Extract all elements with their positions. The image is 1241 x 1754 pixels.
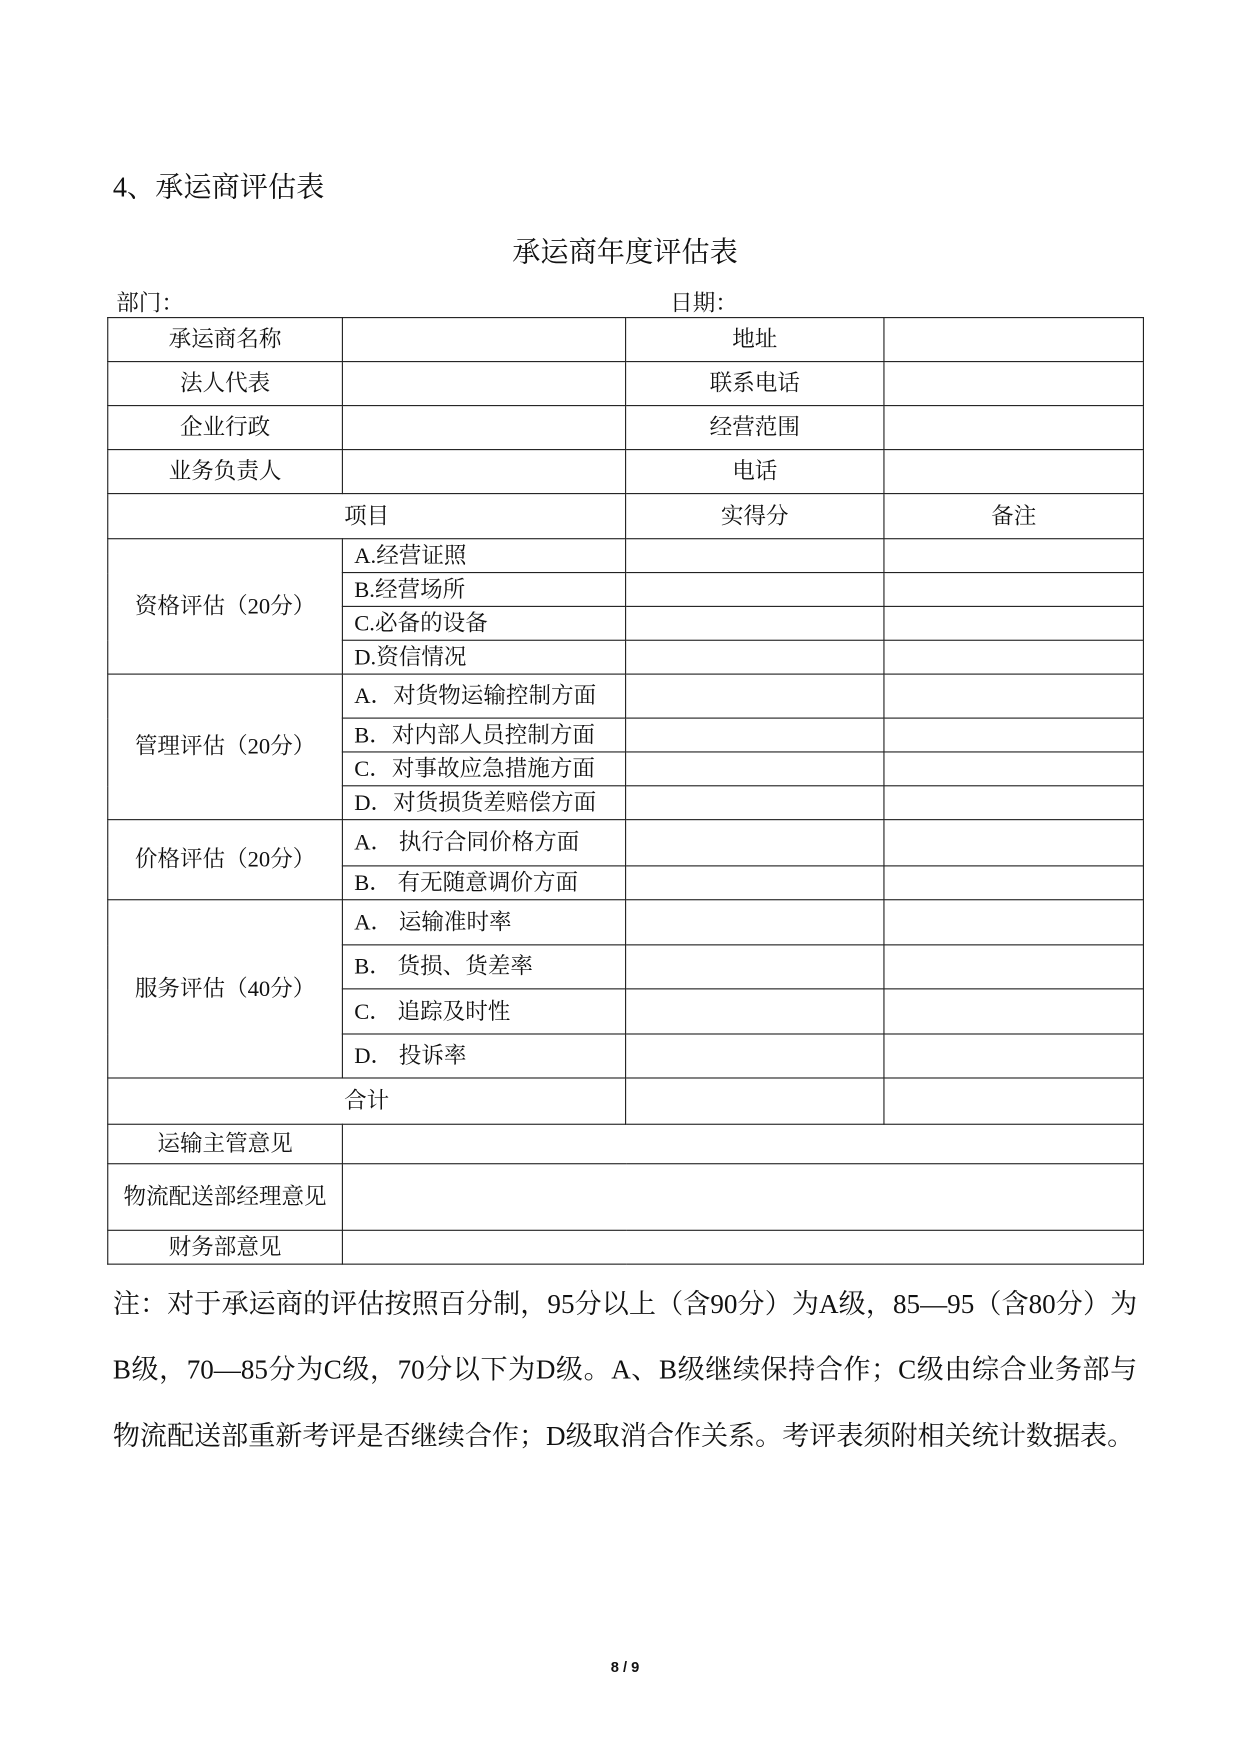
score-cell[interactable]: [626, 539, 884, 573]
category-label: 资格评估（20分）: [108, 539, 343, 674]
opinion-label: 运输主管意见: [108, 1124, 343, 1163]
item-label: B.经营场所: [342, 573, 625, 607]
total-row: [108, 1078, 1144, 1124]
opinion-cell[interactable]: [342, 1230, 1143, 1264]
total-score-cell[interactable]: [626, 1078, 884, 1124]
category-label: 价格评估（20分）: [108, 820, 343, 900]
remark-cell[interactable]: [884, 674, 1143, 718]
info-label: 法人代表: [108, 362, 343, 406]
remark-cell[interactable]: [884, 718, 1143, 752]
info-label: 地址: [626, 318, 884, 362]
info-value-cell[interactable]: [342, 450, 625, 494]
remark-cell[interactable]: [884, 573, 1143, 607]
remark-cell[interactable]: [884, 640, 1143, 674]
opinion-row: [108, 1164, 1144, 1231]
page-number: 8 / 9: [610, 1658, 640, 1676]
table-row: [108, 820, 1144, 866]
info-value-cell[interactable]: [342, 318, 625, 362]
score-cell[interactable]: [626, 573, 884, 607]
table-row: [108, 900, 1144, 945]
remark-cell[interactable]: [884, 945, 1143, 989]
total-label: 合计: [108, 1078, 626, 1124]
date-label: 日期：: [670, 291, 738, 316]
item-label: A． 运输准时率: [342, 900, 625, 945]
info-label: 承运商名称: [108, 318, 343, 362]
score-cell[interactable]: [626, 1034, 884, 1078]
item-label: A.经营证照: [342, 539, 625, 573]
section-heading: 4、承运商评估表: [112, 172, 325, 204]
info-value-cell[interactable]: [884, 406, 1143, 450]
item-label: C． 追踪及时性: [342, 989, 625, 1034]
score-cell[interactable]: [626, 866, 884, 900]
score-cell[interactable]: [626, 786, 884, 820]
item-label: D.资信情况: [342, 640, 625, 674]
remark-cell[interactable]: [884, 606, 1143, 640]
table-row: [108, 450, 1144, 494]
category-label: 服务评估（40分）: [108, 900, 343, 1078]
opinion-label: 物流配送部经理意见: [108, 1164, 343, 1231]
score-cell[interactable]: [626, 640, 884, 674]
remark-cell[interactable]: [884, 820, 1143, 866]
evaluation-table: [107, 317, 1144, 1265]
remark-cell[interactable]: [884, 752, 1143, 786]
item-label: C．对事故应急措施方面: [342, 752, 625, 786]
evaluation-note: 注：对于承运商的评估按照百分制，95分以上（含90分）为A级，85—95（含80分）为B级，70—85分为C级，70分以下为D级。A、B级继续保持合作；C级由综合业务部与物流配送部重新考评是否继续合作；D级取消合作关系。考评表须附相关统计数据表。: [112, 1290, 1138, 1452]
info-value-cell[interactable]: [342, 362, 625, 406]
form-title: 承运商年度评估表: [512, 236, 738, 269]
table-row: [108, 318, 1144, 362]
score-cell[interactable]: [626, 900, 884, 945]
info-label: 联系电话: [626, 362, 884, 406]
header-item: 项目: [108, 494, 626, 539]
remark-cell[interactable]: [884, 866, 1143, 900]
info-value-cell[interactable]: [884, 318, 1143, 362]
remark-cell[interactable]: [884, 539, 1143, 573]
score-cell[interactable]: [626, 989, 884, 1034]
item-label: B． 货损、货差率: [342, 945, 625, 989]
item-label: D．对货损货差赔偿方面: [342, 786, 625, 820]
header-remark: 备注: [884, 494, 1143, 539]
score-cell[interactable]: [626, 606, 884, 640]
table-row: [108, 539, 1144, 573]
info-value-cell[interactable]: [342, 406, 625, 450]
score-cell[interactable]: [626, 674, 884, 718]
info-value-cell[interactable]: [884, 362, 1143, 406]
header-row: [108, 494, 1144, 539]
item-label: A．对货物运输控制方面: [342, 674, 625, 718]
department-label: 部门：: [116, 291, 184, 316]
info-label: 经营范围: [626, 406, 884, 450]
opinion-cell[interactable]: [342, 1164, 1143, 1231]
score-cell[interactable]: [626, 718, 884, 752]
header-score: 实得分: [626, 494, 884, 539]
opinion-label: 财务部意见: [108, 1230, 343, 1264]
info-label: 业务负责人: [108, 450, 343, 494]
table-row: [108, 674, 1144, 718]
table-row: [108, 362, 1144, 406]
info-value-cell[interactable]: [884, 450, 1143, 494]
remark-cell[interactable]: [884, 900, 1143, 945]
info-label: 电话: [626, 450, 884, 494]
score-cell[interactable]: [626, 945, 884, 989]
item-label: D． 投诉率: [342, 1034, 625, 1078]
opinion-row: [108, 1124, 1144, 1163]
table-row: [108, 406, 1144, 450]
score-cell[interactable]: [626, 820, 884, 866]
category-label: 管理评估（20分）: [108, 674, 343, 820]
info-label: 企业行政: [108, 406, 343, 450]
remark-cell[interactable]: [884, 989, 1143, 1034]
item-label: B．对内部人员控制方面: [342, 718, 625, 752]
total-remark-cell[interactable]: [884, 1078, 1143, 1124]
opinion-row: [108, 1230, 1144, 1264]
opinion-cell[interactable]: [342, 1124, 1143, 1163]
remark-cell[interactable]: [884, 1034, 1143, 1078]
score-cell[interactable]: [626, 752, 884, 786]
item-label: A． 执行合同价格方面: [342, 820, 625, 866]
remark-cell[interactable]: [884, 786, 1143, 820]
item-label: B． 有无随意调价方面: [342, 866, 625, 900]
item-label: C.必备的设备: [342, 606, 625, 640]
